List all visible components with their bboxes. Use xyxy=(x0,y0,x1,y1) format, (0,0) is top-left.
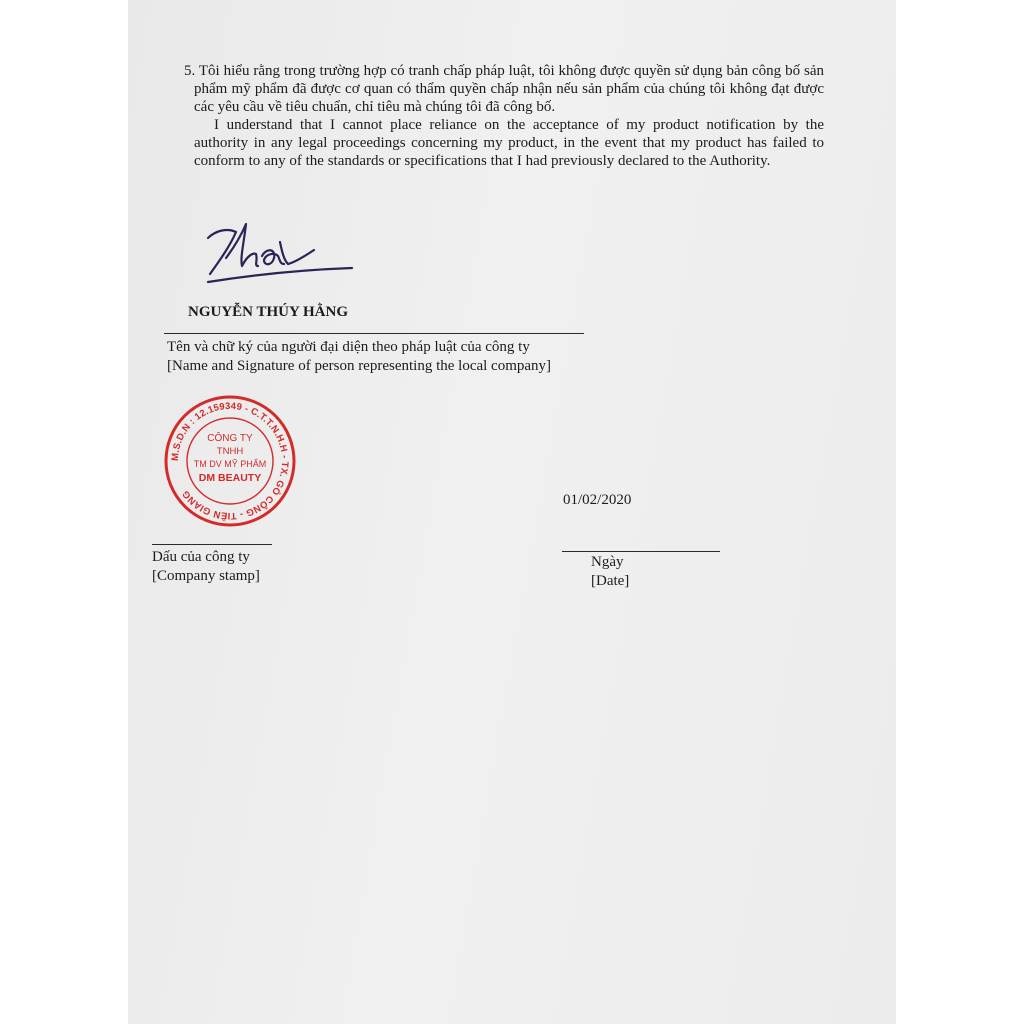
signature-line xyxy=(164,333,584,334)
stamp-line-4: DM BEAUTY xyxy=(198,472,262,484)
stamp-caption-vietnamese: Dấu của công ty xyxy=(152,549,250,565)
signer-name: NGUYỄN THÚY HẰNG xyxy=(188,304,349,320)
date-line xyxy=(562,551,720,552)
signer-caption xyxy=(167,338,551,376)
clause-vietnamese-text: 5. Tôi hiểu rằng trong trường hợp có tranh chấp pháp luật, tôi không được quyền sử dụng bản công bố sản phẩm mỹ phẩm đã được cơ quan có thẩm quyền chấp nhận nếu sản phẩm của chúng tôi không đạt được các yêu cầu về tiêu chuẩn, chỉ tiêu mà chúng tôi đã công bố. xyxy=(184,63,824,115)
date-caption-vietnamese: Ngày xyxy=(591,554,624,570)
stamp-line-2: TNHH xyxy=(216,446,244,457)
handwritten-signature xyxy=(196,212,366,292)
stamp-ring-text: M.S.D.N : 12.159349 - C.T.T.N.H.H - TX. GÒ CÔNG - TIỀN GIANG xyxy=(169,400,291,522)
stamp-line xyxy=(152,544,272,545)
date-value: 01/02/2020 xyxy=(563,492,632,508)
clause-english-text: I understand that I cannot place reliance on the acceptance of my product notification by the authority in any legal proceedings concerning my product, in the event that my product has failed to conform to any of the standards or specifications that I had previously declared to the Authority. xyxy=(194,117,824,169)
date-caption xyxy=(591,553,629,591)
declaration-clause-5 xyxy=(176,62,824,170)
signer-caption-english: [Name and Signature of person representing the local company] xyxy=(167,358,552,374)
stamp-line-1: CÔNG TY xyxy=(207,433,253,444)
company-stamp xyxy=(162,393,298,529)
date-caption-english: [Date] xyxy=(591,573,630,589)
signer-caption-vietnamese: Tên và chữ ký của người đại diện theo pháp luật của công ty xyxy=(167,339,530,355)
stamp-caption-english: [Company stamp] xyxy=(152,568,260,584)
stamp-line-3: TM DV MỸ PHẨM xyxy=(193,459,267,469)
stamp-caption xyxy=(152,548,260,586)
